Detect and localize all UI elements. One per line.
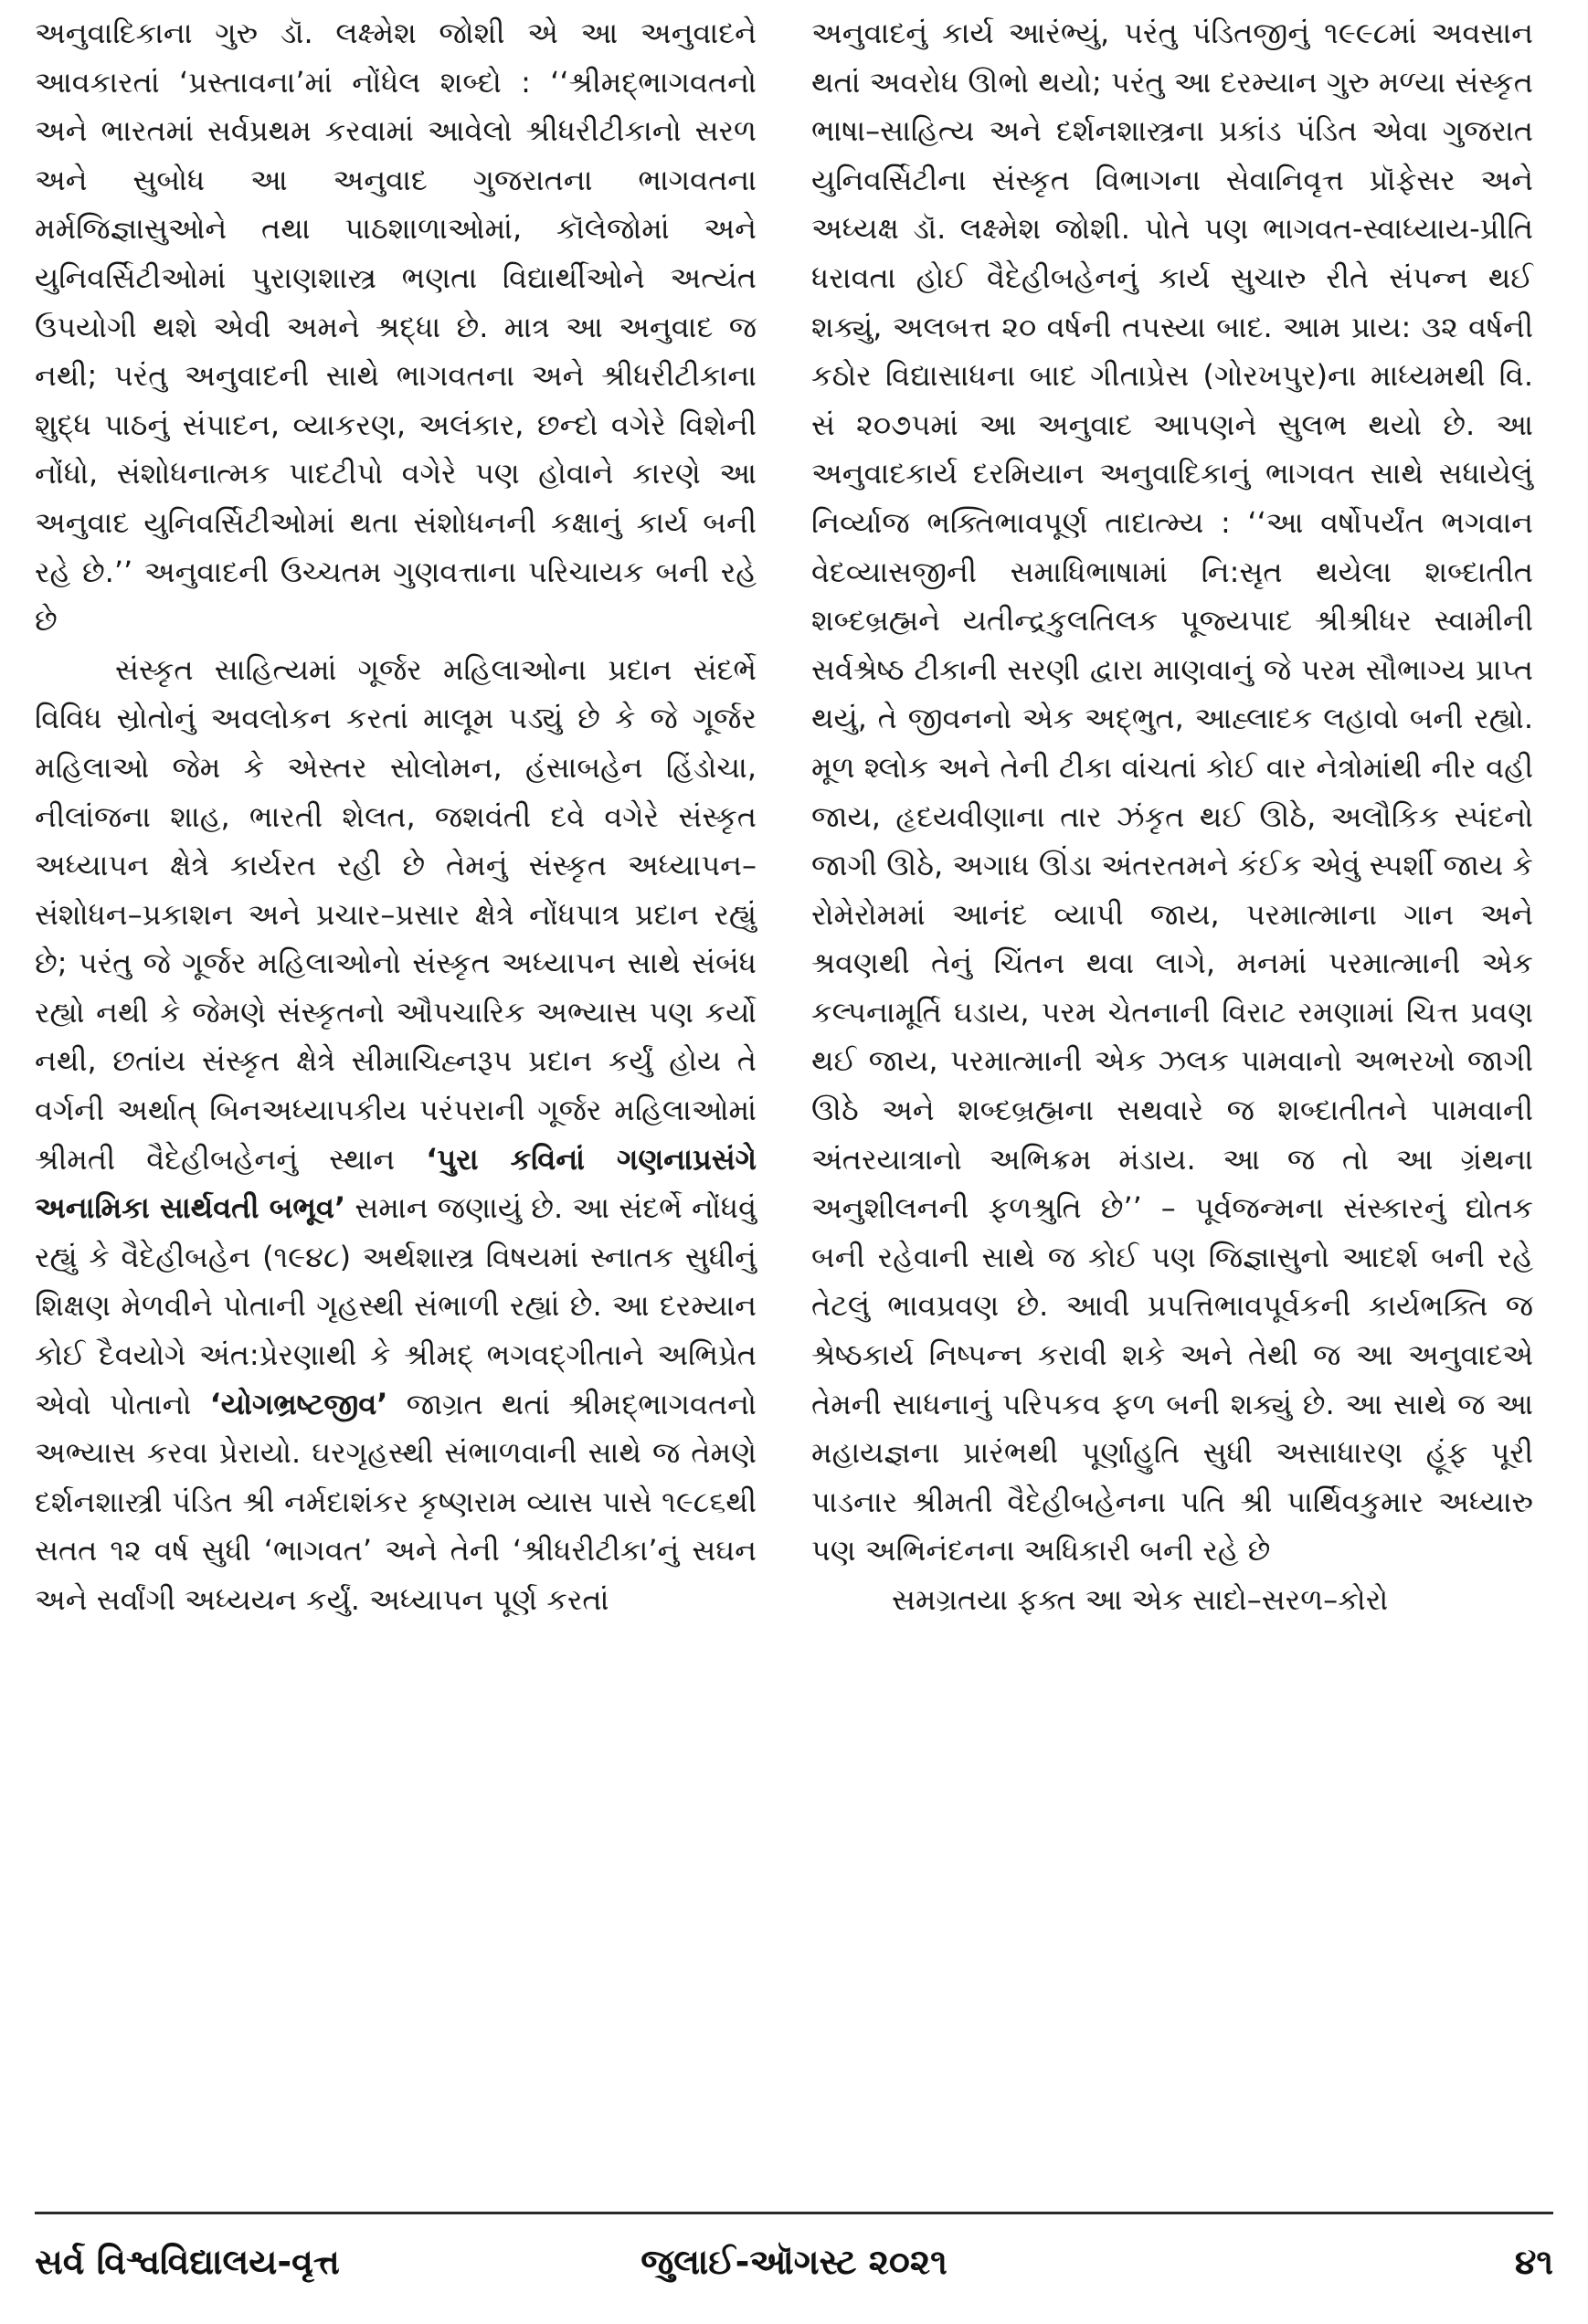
paragraph-text: અનુવાદનું કાર્ય આરંભ્યું, પરંતુ પંડિતજીનું ૧૯૯૮માં અવસાન થતાં અવરોધ ઊભો થયો; પરંતુ આ દરમ્યાન ગુરુ મળ્યા સંસ્કૃત ભાષા–સાહિત્ય અને દર્શનશાસ્ત્રના પ્રકાંડ પંડિત એવા ગુજરાત યુનિવર્સિટીના સંસ્કૃત વિભાગના સેવાનિવૃત્ત પ્રૉફેસર અને અધ્યક્ષ ડૉ. લક્ષ્મેશ જોશી. પોતે પણ ભાગવત-સ્વાધ્યાય-પ્રીતિ ધરાવતા હોઈ વૈદેહીબહેનનું કાર્ય સુચારુ રીતે સંપન્ન થઈ શક્યું, અલબત્ત ૨૦ વર્ષની તપસ્યા બાદ. આમ પ્રાય: ૩૨ વર્ષની કઠોર વિદ્યાસાધના બાદ ગીતાપ્રેસ (ગોરખપુર)ના માધ્યમથી વિ. સં ૨૦૭૫માં આ અનુવાદ આપણને સુલભ થયો છે. આ અનુવાદકાર્ય દરમિયાન અનુવાદિકાનું ભાગવત સાથે સધાયેલું નિર્વ્યાજ ભક્તિભાવપૂર્ણ તાદાત્મ્ય : ‘‘આ વર્ષોપર્યંત ભગવાન વેદવ્યાસજીની સમાધિભાષામાં નિ:સૃત થયેલા શબ્દાતીત શબ્દબ્રહ્મને યતીન્દ્રકુલતિલક પૂજ્યપાદ શ્રીશ્રીધર સ્વામીની સર્વશ્રેષ્ઠ ટીકાની સરણી દ્વારા માણવાનું જે પરમ સૌભાગ્ય પ્રાપ્ત થયું, તે જીવનનો એક અદ્ભુત, આહ્લાદક લહાવો બની રહ્યો. મૂળ શ્લોક અને તેની ટીકા વાંચતાં કોઈ વાર નેત્રોમાંથી નીર વહી જાય, હૃદયવીણાના તાર ઝંકૃત થઈ ઊઠે, અલૌકિક સ્પંદનો જાગી ઊઠે, અગાધ ઊંડા અંતરતમને કંઈક એવું સ્પર્શી જાય કે રોમેરોમમાં આનંદ વ્યાપી જાય, પરમાત્માના ગાન અને શ્રવણથી તેનું ચિંતન થવા લાગે, મનમાં પરમાત્માની એક કલ્પનામૂર્તિ ઘડાય, પરમ ચેતનાની વિરાટ રમણામાં ચિત્ત પ્રવણ થઈ જાય, પરમાત્માની એક ઝલક પામવાનો અભરખો જાગી ઊઠે અને શબ્દબ્રહ્મના સથવારે જ શબ્દાતીતને પામવાની અંતરયાત્રાનો અભિક્રમ મંડાય. આ જ તો આ ગ્રંથના અનુશીલનની ફળશ્રુતિ છે’’ – પૂર્વજન્મના સંસ્કારનું દ્યોતક બની રહેવાની સાથે જ કોઈ પણ જિજ્ઞાસુનો આદર્શ બની રહે તેટલું ભાવપ્રવણ છે. આવી પ્રપત્તિભાવપૂર્વકની કાર્યભક્તિ જ શ્રેષ્ઠકાર્ય નિષ્પન્ન કરાવી શકે અને તેથી જ આ અનુવાદએ તેમની સાધનાનું પરિપકવ ફળ બની શક્યું છે. આ સાથે જ આ મહાયજ્ઞના પ્રારંભથી પૂર્ણાહુતિ સુધી અસાધારણ હૂંફ પૂરી પાડનાર શ્રીમતી વૈદેહીબહેનના પતિ શ્રી પાર્થિવકુમાર અધ્યારુ પણ અભિનંદનના અધિકારી બની રહે છે — [811, 16, 1533, 1569]
left-column — [35, 9, 757, 1625]
bold-quote: ‘પુરા કવિનાં ગણનાપ્રસંગે અનામિકા સાર્થવતી બભૂવ’ — [35, 1141, 757, 1226]
paragraph-text: અનુવાદિકાના ગુરુ ડૉ. લક્ષ્મેશ જોશી એ આ અનુવાદને આવકારતાં ‘પ્રસ્તાવના’માં નોંધેલ શબ્દો : ‘‘શ્રીમદ્ભાગવતનો અને ભારતમાં સર્વપ્રથમ કરવામાં આવેલો શ્રીધરીટીકાનો સરળ અને સુબોધ આ અનુવાદ ગુજરાતના ભાગવતના મર્મજિજ્ઞાસુઓને તથા પાઠશાળાઓમાં, કૉલેજોમાં અને યુનિવર્સિટીઓમાં પુરાણશાસ્ત્ર ભણતા વિદ્યાર્થીઓને અત્યંત ઉપયોગી થશે એવી અમને શ્રદ્ધા છે. માત્ર આ અનુવાદ જ નથી; પરંતુ અનુવાદની સાથે ભાગવતના અને શ્રીધરીટીકાના શુદ્ધ પાઠનું સંપાદન, વ્યાકરણ, અલંકાર, છન્દો વગેરે વિશેની નોંધો, સંશોધનાત્મક પાદટીપો વગેરે પણ હોવાને કારણે આ અનુવાદ યુનિવર્સિટીઓમાં થતા સંશોધનની કક્ષાનું કાર્ય બની રહે છે.’’ અનુવાદની ઉચ્ચતમ ગુણવત્તાના પરિચાયક બની રહે છે — [35, 16, 757, 639]
paragraph-text: જાગ્રત થતાં શ્રીમદ્ભાગવતનો અભ્યાસ કરવા પ્રેરાયો. ઘરગૃહસ્થી સંભાળવાની સાથે જ તેમણે દર્શનશાસ્ત્રી પંડિત શ્રી નર્મદાશંકર કૃષ્ણરામ વ્યાસ પાસે ૧૯૮૬થી સતત ૧૨ વર્ષ સુધી ‘ભાગવત’ અને તેની ‘શ્રીધરીટીકા’નું સઘન અને સર્વાંગી અધ્યયન કર્યું. અધ્યાપન પૂર્ણ કરતાં — [35, 1386, 757, 1617]
paragraph — [35, 646, 757, 1625]
paragraph — [811, 1576, 1533, 1625]
issue-date: જુલાઈ-ઑગસ્ટ ૨૦૨૧ — [640, 2242, 948, 2282]
paragraph — [35, 9, 757, 646]
paragraph-text: સમગ્રતયા ફક્ત આ એક સાદો–સરળ–કોરો — [892, 1582, 1389, 1617]
footer-divider — [35, 2212, 1553, 2214]
page-number: ૪૧ — [1514, 2242, 1553, 2282]
bold-term: ‘યોગભ્રષ્ટજીવ’ — [209, 1386, 388, 1421]
journal-name: સર્વ વિશ્વવિદ્યાલય-વૃત્ત — [35, 2242, 340, 2282]
paragraph — [811, 9, 1533, 1576]
paragraph-text: સંસ્કૃત સાહિત્યમાં ગૂર્જર મહિલાઓના પ્રદાન સંદર્ભે વિવિધ સ્રોતોનું અવલોકન કરતાં માલૂમ પડ્યું છે કે જે ગૂર્જર મહિલાઓ જેમ કે એસ્તર સોલોમન, હંસાબહેન હિંડોચા, નીલાંજના શાહ, ભારતી શેલત, જશવંતી દવે વગેરે સંસ્કૃત અધ્યાપન ક્ષેત્રે કાર્યરત રહી છે તેમનું સંસ્કૃત અધ્યાપન–સંશોધન–પ્રકાશન અને પ્રચાર–પ્રસાર ક્ષેત્રે નોંધપાત્ર પ્રદાન રહ્યું છે; પરંતુ જે ગૂર્જર મહિલાઓનો સંસ્કૃત અધ્યાપન સાથે સંબંધ રહ્યો નથી કે જેમણે સંસ્કૃતનો ઔપચારિક અભ્યાસ પણ કર્યો નથી, છતાંય સંસ્કૃત ક્ષેત્રે સીમાચિહ્નરૂપ પ્રદાન કર્યું હોય તે વર્ગની અર્થાત્ બિનઅધ્યાપકીય પરંપરાની ગૂર્જર મહિલાઓમાં શ્રીમતી વૈદેહીબહેનનું સ્થાન — [35, 651, 757, 1177]
right-column — [811, 9, 1533, 1625]
paragraph-text: સમાન જણાયું છે. આ સંદર્ભે નોંધવું રહ્યું કે વૈદેહીબહેન (૧૯૪૮) અર્થશાસ્ત્ર વિષયમાં સ્નાતક સુધીનું શિક્ષણ મેળવીને પોતાની ગૃહસ્થી સંભાળી રહ્યાં છે. આ દરમ્યાન કોઈ દૈવયોગે અંત:પ્રેરણાથી કે શ્રીમદ્ ભગવદ્ગીતાને અભિપ્રેત એવો પોતાનો — [35, 1190, 757, 1421]
page-footer — [35, 2234, 1553, 2289]
